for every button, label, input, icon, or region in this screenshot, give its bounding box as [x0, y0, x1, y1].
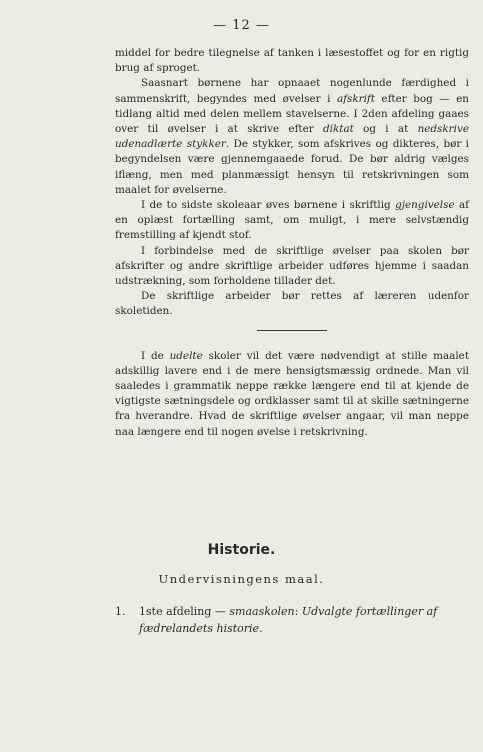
list-item-italic-b: Udvalgte fortællinger af fædrelandets historie.: [139, 605, 438, 635]
paragraph-5: [115, 289, 469, 319]
paragraph-2-text-a: Saasnart børnene har opnaaet nogenlunde færdighed i sammenskrift, begyndes med øvelser i: [115, 77, 469, 105]
section-heading: Historie.: [207, 542, 276, 558]
goals-list: [115, 603, 469, 637]
paragraph-4-text: I forbindelse med de skriftlige øvelser paa skolen bør afskrifter og andre skriftlige arbeider udføres hjemme i saadan udstrækning, som forholdene tillader det.: [115, 244, 469, 288]
list-item: [115, 603, 469, 637]
paragraph-6-text-a: I de: [141, 349, 170, 362]
list-item-italic-a: smaaskolen: [229, 605, 295, 618]
paragraph-1: [115, 46, 469, 76]
list-item-text: 1ste afdeling —: [139, 605, 230, 618]
paragraph-3-text-c: af en oplæst fortælling samt, om muligt, i mere selvstændig fremstilling af kjendt stof.: [115, 199, 470, 242]
paragraph-1-text: middel for bedre tilegnelse af tanken i læsestoffet og for en rigtig brug af sproget.: [115, 47, 469, 75]
paragraph-3-italic-gjengivelse: gjengivelse: [395, 199, 455, 212]
paragraph-3-text-a: I de to sidste skoleaar øves børnene i skriftlig: [141, 199, 396, 212]
paragraph-4: [115, 244, 469, 290]
paragraph-2-italic-diktat: diktat: [323, 123, 354, 136]
paragraph-2-text-e: og i at: [353, 123, 418, 136]
paragraph-6-italic-udelte: udelte: [169, 349, 203, 362]
paragraph-2-text-c: efter bog — en tidlang altid med delen mellem stavelserne. I 2den afdeling gaaes over til øvelser i at skrive efter: [115, 92, 469, 136]
paragraph-3: [115, 198, 469, 244]
paragraph-6-text-c: skoler vil det være nødvendigt at stille maalet adskillig lavere end i de mere hensigtsmæssig ordnede. Man vil saaledes i grammatik neppe række længere end til at kjende de vigtigste sætningsdele og ordklasser samt til at skille sætningerne fra hverandre. Hvad de skriftlige øvelser angaar, vil man neppe naa længere end til nogen øvelse i retskrivning.: [115, 349, 470, 438]
section-divider: [257, 330, 327, 331]
paragraph-2: [115, 76, 469, 198]
body-text: [115, 46, 469, 440]
list-item-text-b: :: [294, 605, 302, 618]
page-number: — 12 —: [213, 18, 270, 33]
list-item-number: 1.: [115, 605, 126, 618]
sub-heading: Undervisningens maal.: [158, 572, 325, 586]
paragraph-2-italic-nedskrive: nedskrive udenadlærte stykker: [115, 123, 469, 151]
paragraph-2-text-g: . De stykker, som afskrives og dikteres, bør i begyndelsen være gjennemgaaede forud. De bør aldrig vælges iflæng, men med planmæssigt hensyn til retskrivningen som maalet for øvelserne.: [115, 138, 470, 196]
paragraph-2-italic-afskrift: afskrift: [336, 92, 375, 105]
paragraph-5-text: De skriftlige arbeider bør rettes af læreren udenfor skoletiden.: [115, 290, 469, 318]
paragraph-6: [115, 349, 469, 440]
